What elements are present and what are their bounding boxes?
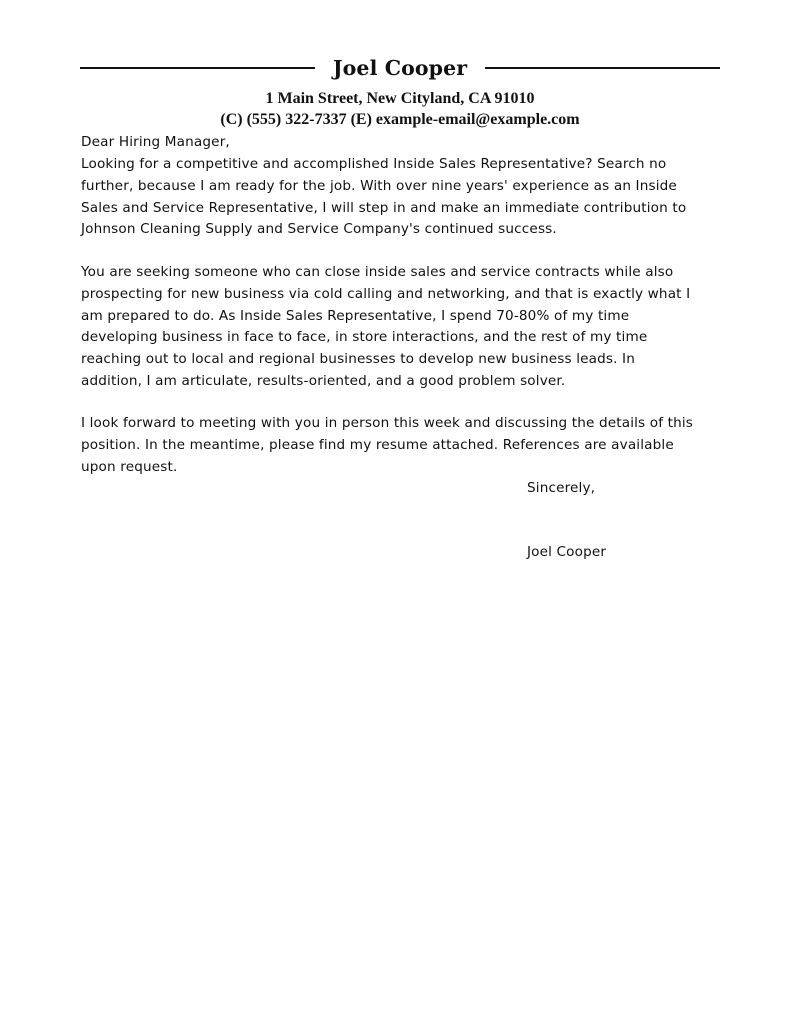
right-divider: [485, 67, 720, 69]
sender-address: 1 Main Street, New Cityland, CA 91010: [265, 90, 535, 107]
signature-name: Joel Cooper: [527, 544, 607, 560]
paragraph-line: reaching out to local and regional businesses to develop new business leads. In: [81, 351, 635, 368]
sender-contact: (C) (555) 322-7337 (E) example-email@example.com: [220, 111, 580, 128]
paragraph-line: position. In the meantime, please find my resume attached. References are available: [81, 436, 674, 453]
paragraph-line: Looking for a competitive and accomplished Inside Sales Representative? Search no: [81, 156, 667, 172]
paragraph-2: [81, 262, 731, 393]
paragraph-line: I look forward to meeting with you in person this week and discussing the details of this: [81, 415, 694, 431]
paragraph-line: You are seeking someone who can close inside sales and service contracts while also: [81, 264, 674, 280]
left-divider: [80, 67, 315, 69]
paragraph-3: [81, 413, 731, 478]
paragraph-line: developing business in face to face, in store interactions, and the rest of my time: [81, 329, 648, 346]
paragraph-line: am prepared to do. As Inside Sales Representative, I spend 70-80% of my time: [81, 307, 630, 324]
paragraph-line: addition, I am articulate, results-oriented, and a good problem solver.: [81, 372, 566, 389]
letterhead: [80, 48, 720, 88]
paragraph-line: Sales and Service Representative, I will step in and make an immediate contribution to: [81, 199, 687, 216]
salutation: Dear Hiring Manager,: [81, 134, 230, 150]
paragraph-line: Johnson Cleaning Supply and Service Company's continued success.: [81, 221, 557, 238]
paragraph-1: [81, 154, 731, 241]
closing: Sincerely,: [527, 480, 596, 496]
paragraph-line: prospecting for new business via cold calling and networking, and that is exactly what I: [81, 285, 691, 302]
paragraph-line: further, because I am ready for the job. With over nine years' experience as an Inside: [81, 177, 677, 194]
sender-name: Joel Cooper: [332, 56, 468, 80]
paragraph-line: upon request.: [81, 458, 178, 475]
